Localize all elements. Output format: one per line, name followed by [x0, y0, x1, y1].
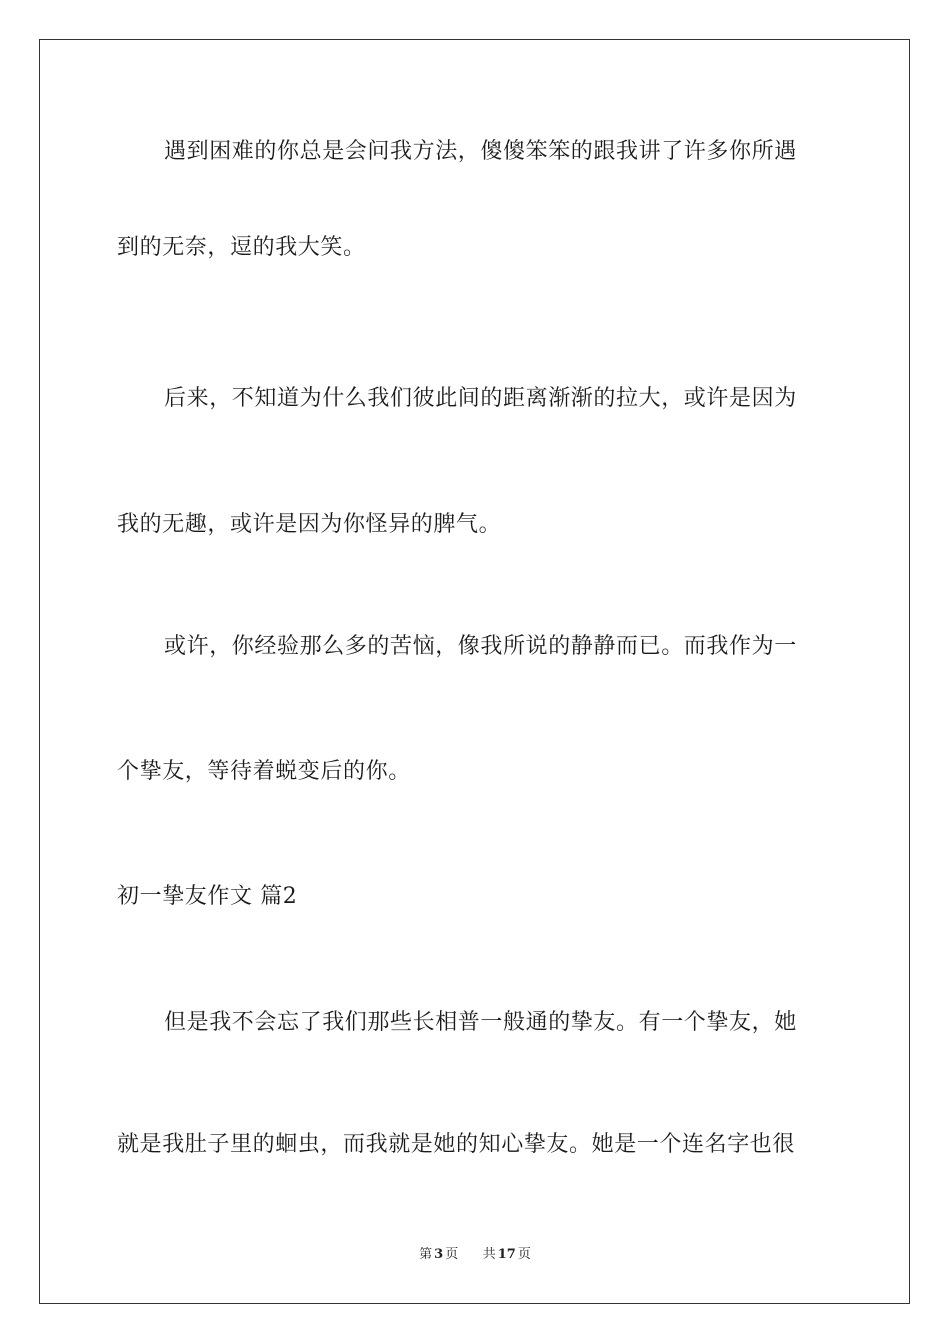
page-border	[39, 39, 910, 1304]
paragraph-4-line-2: 就是我肚子里的蛔虫，而我就是她的知心挚友。她是一个连名字也很	[117, 1132, 796, 1157]
page-indicator	[417, 1247, 460, 1262]
page-prefix: 第	[419, 1247, 433, 1262]
total-suffix: 页	[517, 1247, 531, 1262]
section-heading: 初一挚友作文 篇2	[117, 884, 298, 909]
total-indicator	[481, 1247, 533, 1262]
total-pages: 17	[497, 1247, 516, 1262]
paragraph-2-line-1: 后来，不知道为什么我们彼此间的距离渐渐的拉大，或许是因为	[164, 386, 797, 411]
total-prefix: 共	[482, 1247, 496, 1262]
paragraph-3-line-2: 个挚友，等待着蜕变后的你。	[117, 759, 411, 784]
paragraph-3-line-1: 或许，你经验那么多的苦恼，像我所说的静静而已。而我作为一	[164, 634, 797, 659]
paragraph-4-line-1: 但是我不会忘了我们那些长相普一般通的挚友。有一个挚友，她	[164, 1010, 797, 1035]
paragraph-2-line-2: 我的无趣，或许是因为你怪异的脾气。	[117, 512, 502, 537]
paragraph-1-line-1: 遇到困难的你总是会问我方法，傻傻笨笨的跟我讲了许多你所遇	[164, 139, 797, 164]
page-number: 3	[434, 1247, 444, 1262]
page-suffix: 页	[445, 1247, 459, 1262]
paragraph-1-line-2: 到的无奈，逗的我大笑。	[117, 235, 366, 260]
page-footer	[0, 1247, 950, 1263]
